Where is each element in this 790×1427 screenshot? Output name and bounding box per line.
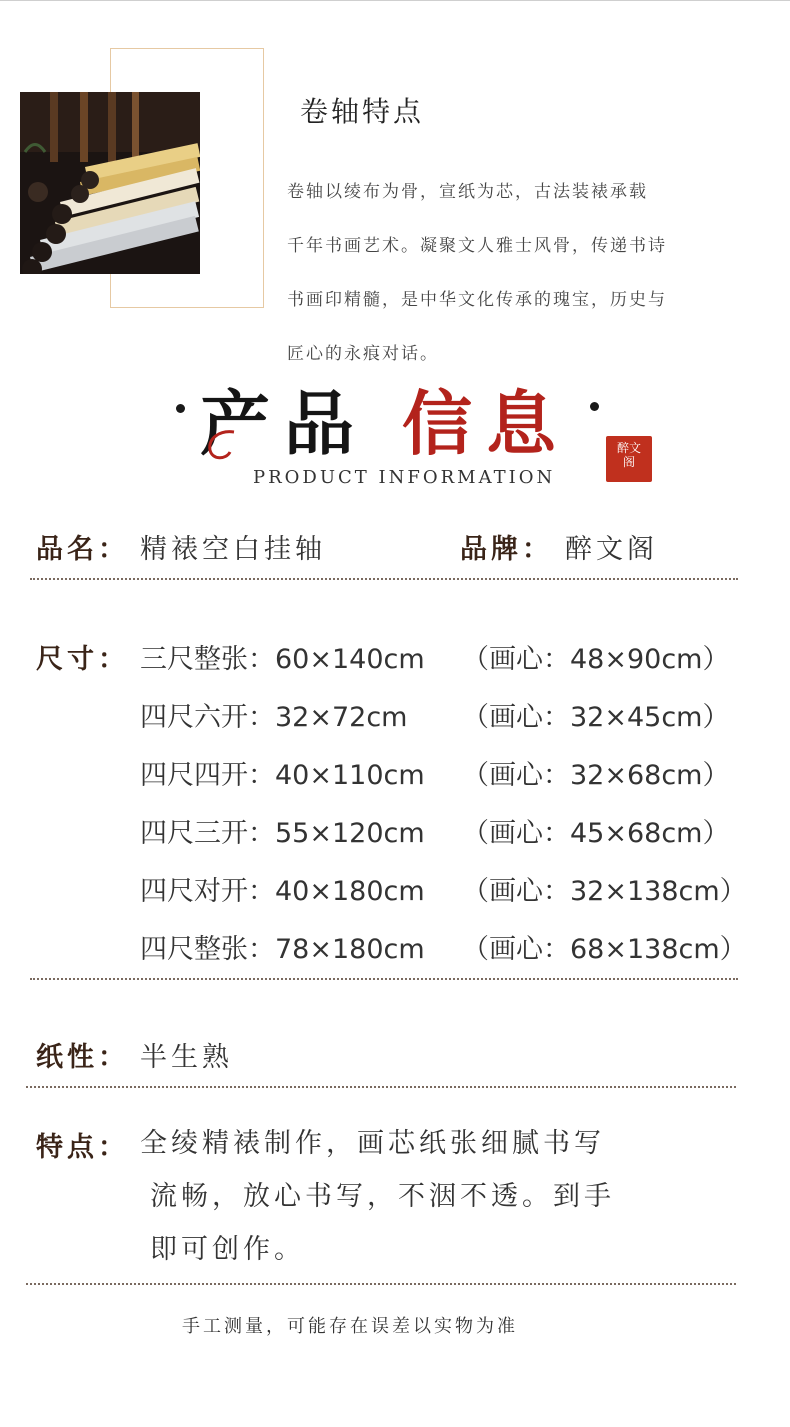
top-divider — [0, 0, 790, 1]
brand-label: 品牌： — [460, 534, 553, 565]
size-core: （画心：32×45cm） — [462, 702, 730, 733]
size-core: （画心：45×68cm） — [462, 818, 730, 849]
banner-dot-right — [590, 402, 599, 411]
feature-line: 书画印精髓，是中华文化传承的瑰宝，历史与 — [287, 290, 667, 310]
feature-title: 卷轴特点 — [300, 95, 425, 128]
feature-description — [287, 152, 767, 395]
paper-label: 纸性： — [36, 1042, 129, 1073]
feature-paragraph-line: 全绫精裱制作，画芯纸张细腻书写 — [140, 1128, 605, 1159]
size-spec: 四尺三开：55×120cm — [140, 818, 425, 849]
paper-value: 半生熟 — [140, 1042, 233, 1073]
size-spec: 四尺对开：40×180cm — [140, 876, 425, 907]
brand-seal-stamp: 醉文 阁 — [606, 436, 652, 482]
scroll-product-photo — [20, 92, 200, 274]
feature-paragraph-line: 即可创作。 — [150, 1234, 305, 1265]
banner-title-black: 产品 — [200, 382, 368, 465]
feature-line: 卷轴以绫布为骨，宣纸为芯，古法装裱承载 — [287, 182, 648, 202]
size-core: （画心：32×138cm） — [462, 876, 747, 907]
size-spec: 四尺整张：78×180cm — [140, 934, 425, 965]
feature-line: 匠心的永痕对话。 — [287, 344, 439, 364]
size-spec: 三尺整张：60×140cm — [140, 644, 425, 675]
banner-dot-left — [176, 404, 185, 413]
feature-paragraph-line: 流畅，放心书写，不洇不透。到手 — [150, 1181, 615, 1212]
banner-swirl-ornament — [200, 428, 240, 462]
banner-title-red: 信息 — [402, 382, 570, 465]
name-value: 精裱空白挂轴 — [140, 534, 326, 565]
divider-dotted — [30, 978, 738, 980]
size-core: （画心：68×138cm） — [462, 934, 747, 965]
measurement-disclaimer: 手工测量，可能存在误差以实物为准 — [182, 1316, 518, 1337]
banner-subtitle: PRODUCT INFORMATION — [253, 467, 556, 488]
size-spec: 四尺四开：40×110cm — [140, 760, 425, 791]
feature-label: 特点： — [36, 1132, 129, 1163]
divider-dotted — [26, 1283, 736, 1285]
divider-dotted — [30, 578, 738, 580]
size-core: （画心：32×68cm） — [462, 760, 730, 791]
brand-value: 醉文阁 — [565, 534, 658, 565]
size-spec: 四尺六开：32×72cm — [140, 702, 408, 733]
name-label: 品名： — [36, 534, 129, 565]
divider-dotted — [26, 1086, 736, 1088]
feature-paragraph — [140, 1117, 615, 1276]
size-label: 尺寸： — [36, 644, 129, 675]
size-core: （画心：48×90cm） — [462, 644, 730, 675]
feature-line: 千年书画艺术。凝聚文人雅士风骨，传递书诗 — [287, 236, 667, 256]
